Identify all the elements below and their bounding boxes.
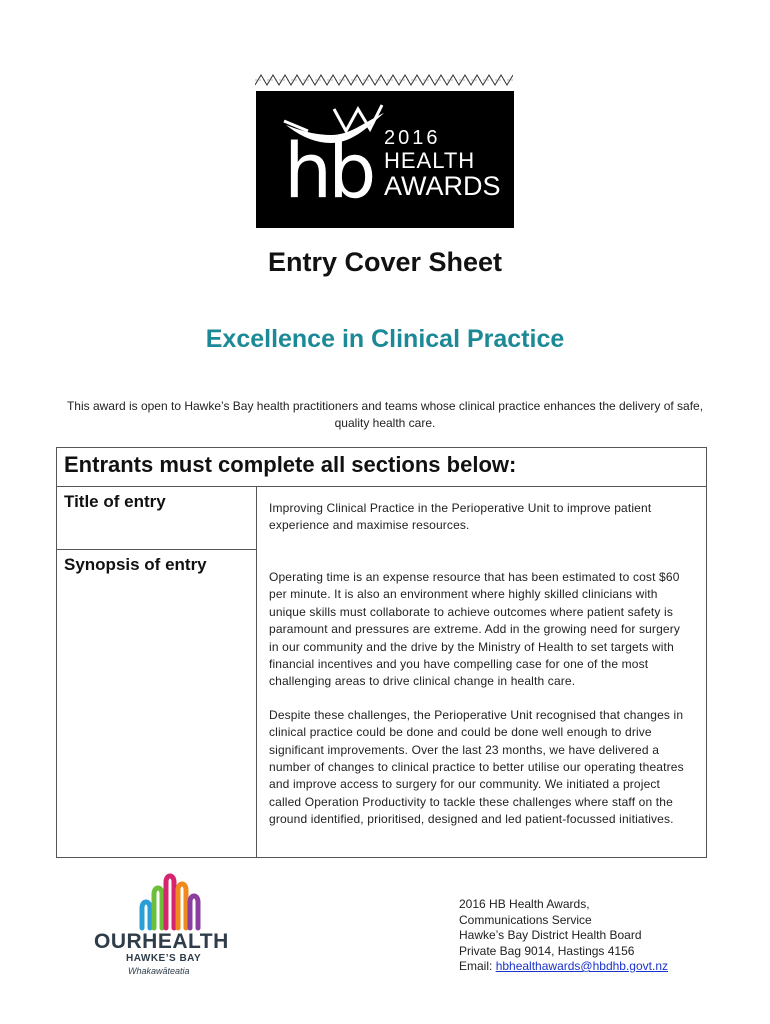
title-of-entry-field[interactable]: Improving Clinical Practice in the Perioperative Unit to improve patient experience and maximise resources. [269,501,652,533]
address-line-1: 2016 HB Health Awards, [459,897,590,911]
ourhealth-logo-text: OURHEALTH [94,930,229,953]
column-divider [256,486,257,857]
logo-hb-text: hb [284,126,373,215]
decorative-pattern-band [255,74,513,86]
synopsis-paragraph-2: Despite these challenges, the Perioperative Unit recognised that changes in clinical practice could be done and could be done well enough to drive significant improvements. Over the last 23 months, we have delivered a number of changes to clinical practice to better utilise our operating theatres and improve access to surgery for our community. We initiated a project called Operation Productivity to tackle these challenges where staff on the ground identified, prioritised, designed and led patient-focussed initiatives. [269,707,684,827]
logo-tagline: Whakawāteatia [128,966,190,976]
email-label: Email: [459,959,496,973]
synopsis-paragraph-1: Operating time is an expense resource that has been estimated to cost $60 per minute. It is also an environment where highly skilled clinicians with unique skills must collaborate to achieve outcomes where patient safety is paramount and pressures are extreme. Add in the growing need for surgery in our community and the drive by the Ministry of Health to set targets with financial incentives and you have compelling case for one of the most challenging areas to drive clinical change in health care. [269,570,681,689]
logo-awards-text: AWARDS [384,171,501,201]
hb-health-awards-logo [256,91,514,228]
logo-year: 2016 [384,127,441,149]
synopsis-field[interactable] [269,569,689,845]
address-line-2: Communications Service [459,912,592,927]
page-title: Entry Cover Sheet [267,247,503,277]
award-category-title: Excellence in Clinical Practice [205,325,565,353]
hawkes-bay-logo-text: HAWKE’S BAY [126,953,202,964]
form-heading-row [57,448,706,487]
form-heading: Entrants must complete all sections below: [64,452,517,477]
address-line-3: Hawke’s Bay District Health Board [459,928,642,942]
contact-address [459,897,668,975]
entry-form-table [56,447,707,858]
synopsis-label: Synopsis of entry [64,555,207,574]
row-divider [57,549,256,550]
address-line-4: Private Bag 9014, Hastings 4156 [459,943,635,958]
award-description: This award is open to Hawke’s Bay health practitioners and teams whose clinical practice enhances the delivery of safe, quality health care. [66,399,704,430]
logo-health-text: HEALTH [384,148,476,173]
email-line [459,959,668,975]
title-of-entry-label: Title of entry [64,492,166,511]
email-link[interactable]: hbhealthawards@hbdhb.govt.nz [495,959,668,973]
